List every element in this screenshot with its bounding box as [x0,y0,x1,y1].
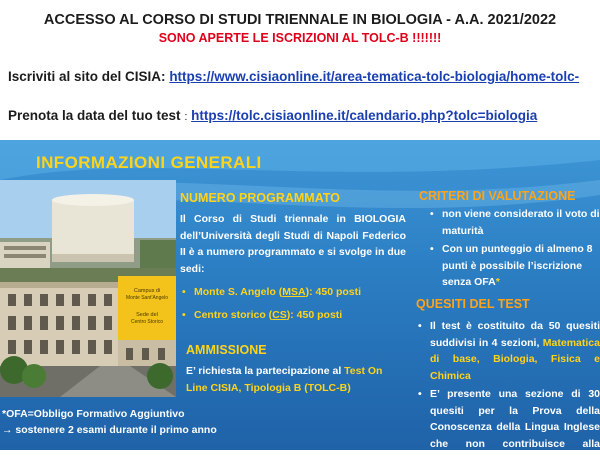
info-title: INFORMAZIONI GENERALI [36,153,262,172]
numero-heading: NUMERO PROGRAMMATO [180,191,340,205]
date-separator: : [184,111,188,123]
criteri-item-2: • Con un punteggio di almeno 8 punti è possibile l’iscrizione senza OFA* [428,241,600,291]
cisia-registration-line [8,69,579,84]
sede-cs: • Centro storico (CS): 450 posti [180,307,406,324]
calendar-link[interactable]: https://tolc.cisiaonline.it/calendario.php?tolc=biologia [191,108,538,123]
ofa-footnote [2,406,217,438]
numero-text: Il Corso di Studi triennale in BIOLOGIA dell’Università degli Studi di Napoli Federico II è a numero programmato e si svolge in due sedi: [180,213,406,275]
sedi-list [180,284,406,323]
criteri-item-1: • non viene considerato il voto di maturità [428,206,600,239]
cisia-link[interactable]: https://www.cisiaonline.it/area-tematica-tolc-biologia/home-tolc- [169,69,580,84]
date-label: Prenota la data del tuo test [8,108,181,123]
quesiti-item-1: • Il test è costituito da 50 quesiti suddivisi in 4 sezioni, Matematica di base, Biologia, Fisica e Chimica [416,318,600,384]
criteri-heading: CRITERI DI VALUTAZIONE [419,189,576,203]
ofa-footnote-line-1: *OFA=Obbligo Formativo Aggiuntivo [2,408,185,420]
quesiti-list [416,318,600,469]
sign-text-2: Monte Sant'Angelo [125,295,169,301]
ammissione-text: E’ richiesta la partecipazione al Test On Line CISIA, Tipologia B (TOLC-B) [186,365,383,394]
cisia-label: Iscriviti al sito del CISIA: [8,69,166,84]
sign-text-1: Campus di [133,288,161,294]
criteri-list [428,206,600,291]
ammissione-heading: AMMISSIONE [186,343,267,357]
ofa-footnote-line-2: → sostenere 2 esami durante il primo anno [2,424,217,436]
quesiti-heading: QUESITI DEL TEST [416,297,530,311]
sign-text-4: Centro Storico [131,319,163,325]
campus-photo [0,180,176,397]
sign-text-3: Sede del [136,312,158,318]
page-subtitle: SONO APERTE LE ISCRIZIONI AL TOLC-B !!!!!!! [158,31,442,45]
sede-msa: • Monte S. Angelo (MSA): 450 posti [180,284,406,301]
quesiti-item-2: • E’ presente una sezione di 30 quesiti per la Prova della Conoscenza della Lingua Inglese che non contribuisce alla formulazione del punteggio finale [416,386,600,469]
page-title: ACCESSO AL CORSO DI STUDI TRIENNALE IN BIOLOGIA - A.A. 2021/2022 [43,12,557,28]
test-date-line [8,108,537,123]
